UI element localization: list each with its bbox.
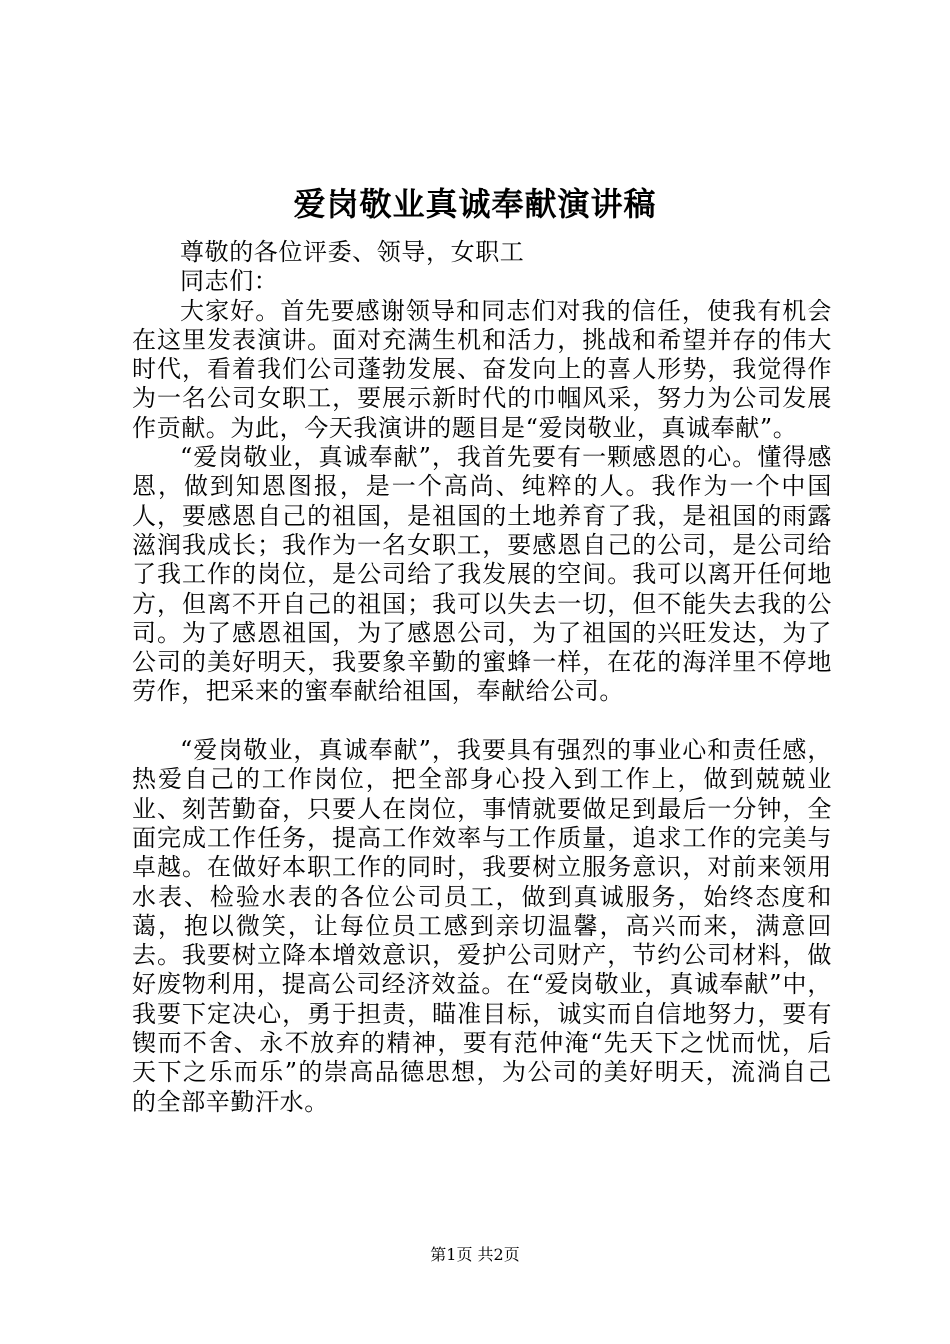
paragraph-3: “爱岗敬业，真诚奉献”，我要具有强烈的事业心和责任感，热爱自己的工作岗位，把全部身心投入到工作上，做到兢兢业业、刻苦勤奋，只要人在岗位，事情就要做足到最后一分钟，全面完成工作任务，提高工作效率与工作质量，追求工作的完美与卓越。在做好本职工作的同时，我要树立服务意识，对前来领用水表、检验水表的各位公司员工，做到真诚服务，始终态度和蔼，抱以微笑，让每位员工感到亲切温馨，高兴而来，满意回去。我要树立降本增效意识，爱护公司财产，节约公司材料，做好废物利用，提高公司经济效益。在“爱岗敬业，真诚奉献”中，我要下定决心，勇于担责，瞄准目标，诚实而自信地努力，要有锲而不舍、永不放弃的精神，要有范仲淹“先天下之忧而忧，后天下之乐而乐”的崇高品德思想，为公司的美好明天，流淌自己的全部辛勤汗水。 xyxy=(132,736,832,1116)
document-title: 爱岗敬业真诚奉献演讲稿 xyxy=(293,185,657,223)
paragraph-1: 大家好。首先要感谢领导和同志们对我的信任，使我有机会在这里发表演讲。面对充满生机和活力，挑战和希望并存的伟大时代，看着我们公司蓬勃发展、奋发向上的喜人形势，我觉得作为一名公司女职工，要展示新时代的巾帼风采，努力为公司发展作贡献。为此，今天我演讲的题目是“爱岗敬业，真诚奉献”。 xyxy=(132,296,832,442)
salutation-line-2: 同志们： xyxy=(180,267,279,296)
paragraph-2: “爱岗敬业，真诚奉献”，我首先要有一颗感恩的心。懂得感恩，做到知恩图报，是一个高尚、纯粹的人。我作为一个中国人，要感恩自己的祖国，是祖国的土地养育了我，是祖国的雨露滋润我成长；我作为一名女职工，要感恩自己的公司，是公司给了我工作的岗位，是公司给了我发展的空间。我可以离开任何地方，但离不开自己的祖国；我可以失去一切，但不能失去我的公司。为了感恩祖国，为了感恩公司，为了祖国的兴旺发达，为了公司的美好明天，我要象辛勤的蜜蜂一样，在花的海洋里不停地劳作，把采来的蜜奉献给祖国，奉献给公司。 xyxy=(132,443,832,706)
document-body xyxy=(132,238,832,1117)
salutation-line-1: 尊敬的各位评委、领导，女职工 xyxy=(180,238,525,266)
page-number-footer: 第1页 共2页 xyxy=(430,1245,520,1264)
